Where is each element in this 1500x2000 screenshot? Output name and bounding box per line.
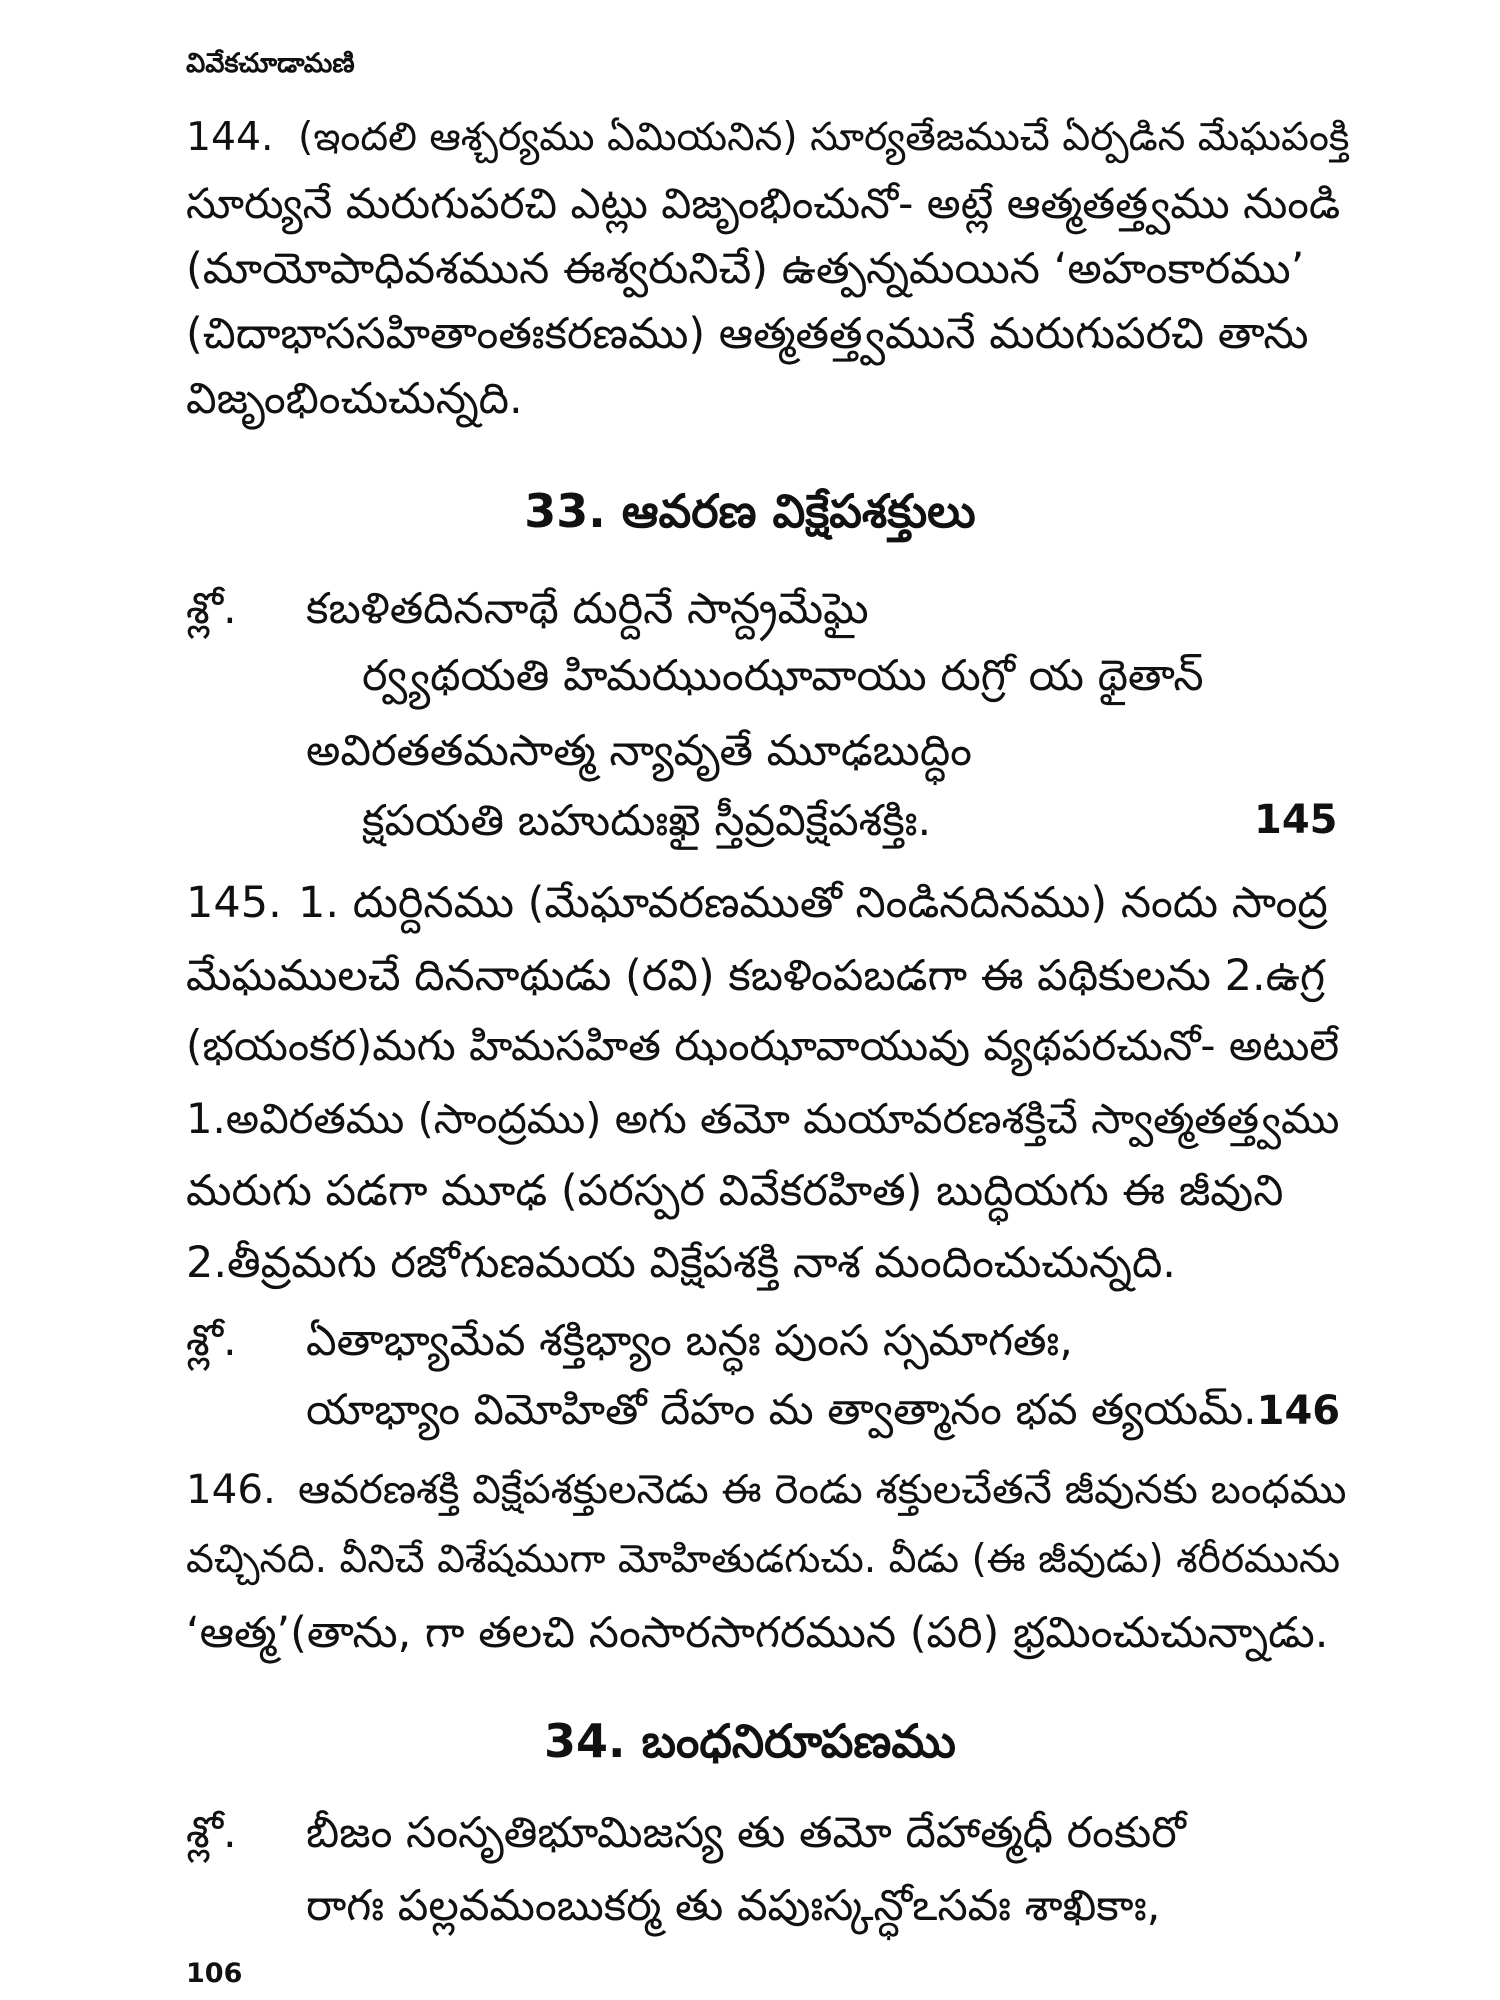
para-144-line-4: (చిదాభాససహితాంతఃకరణము) ఆత్మతత్త్వమునే మరుగుపరచి తాను <box>186 309 1309 359</box>
sloka-146-line-1: ఏతాభ్యామేవ శక్తిభ్యాం బన్ధః పుంస స్సమాగతః, <box>306 1316 1073 1366</box>
para-146-line-3: ‘ఆత్మ’(తాను, గా తలచి సంసారసాగరమున (పరి) భ్రమించుచున్నాడు. <box>186 1608 1329 1658</box>
sloka-146-number: 146 <box>1256 1388 1341 1434</box>
para-144-text-1: (ఇందలి ఆశ్చర్యము ఏమియనిన) సూర్యతేజముచే ఏర్పడిన మేఘపంక్తి <box>298 115 1350 160</box>
section-34-heading: 34. బంధనిరూపణము <box>544 1714 956 1768</box>
para-146-line-1 <box>186 1466 1347 1513</box>
para-146-line-2: వచ్చినది. వీనిచే విశేషముగా మోహితుడగుచు. వీడు (ఈ జీవుడు) శరీరమును <box>186 1537 1341 1582</box>
para-144-line-2: సూర్యునే మరుగుపరచి ఎట్లు విజృంభించునో- అట్లే ఆత్మతత్త్వము నుండి <box>186 179 1341 228</box>
sloka-147-line-1: బీజం సంసృతిభూమిజస్య తు తమో దేహాత్మధీ రంకురో <box>306 1808 1186 1858</box>
sloka-145-line-2: ర్వ్యథయతి హిమఝుంఝావాయు రుగ్రో య థైతాన్ <box>362 651 1204 701</box>
para-145-text-1: 1. దుర్దినము (మేఘావరణముతో నిండినదినము) నందు సాంద్ర <box>298 878 1328 928</box>
sloka-145-line-3: అవిరతతమసాత్మ న్యావృతే మూఢబుద్ధిం <box>306 726 972 776</box>
para-145-line-6: 2.తీవ్రమగు రజోగుణమయ విక్షేపశక్తి నాశ మందించుచున్నది. <box>186 1238 1176 1288</box>
para-144-line-1 <box>186 115 1350 160</box>
sloka-147-line-2: రాగః పల్లవమంబుకర్మ తు వపుఃస్కన్ధోఽసవః శాఖికాః, <box>306 1881 1161 1931</box>
sloka-145-line-4: క్షపయతి బహుదుఃఖై స్తీవ్రవిక్షేపశక్తిః. <box>362 796 932 846</box>
sloka-146-line-2 <box>306 1386 1341 1435</box>
para-145-line-5: మరుగు పడగా మూఢ (పరస్పర వివేకరహిత) బుద్ధియగు ఈ జీవుని <box>186 1166 1284 1216</box>
para-145-number: 145. <box>186 878 282 928</box>
para-145-line-2: మేఘములచే దిననాథుడు (రవి) కబళింపబడగా ఈ పథికులను 2.ఉగ్ర <box>186 951 1326 1001</box>
sloka-145-label: శ్లో. <box>186 584 237 634</box>
sloka-145-line-1: కబళితదిననాథే దుర్దినే సాన్ద్రమేఘై <box>306 584 869 634</box>
para-146-number: 146. <box>186 1466 276 1513</box>
sloka-145-number: 145 <box>1254 797 1338 843</box>
page-header: వివేకచూడామణి <box>186 48 355 79</box>
para-145-line-4: 1.అవిరతము (సాంద్రము) అగు తమో మయావరణశక్తిచే స్వాత్మతత్త్వము <box>186 1094 1340 1143</box>
sloka-146-label: శ్లో. <box>186 1316 237 1366</box>
sloka-147-label: శ్లో. <box>186 1808 237 1858</box>
sloka-146-text-2: యాభ్యాం విమోహితో దేహం మ త్వాత్మానం భవ త్యయమ్. <box>306 1386 1257 1435</box>
para-144-line-3: (మాయోపాధివశమున ఈశ్వరునిచే) ఉత్పన్నమయిన ‘అహంకారము’ <box>186 244 1305 294</box>
para-146-text-1: ఆవరణశక్తి విక్షేపశక్తులనెడు ఈ రెండు శక్తులచేతనే జీవునకు బంధము <box>298 1466 1347 1513</box>
para-145-line-3: (భయంకర)మగు హిమసహిత ఝంఝావాయువు వ్యథపరచునో- అటులే <box>186 1021 1340 1070</box>
para-144-number: 144. <box>186 115 274 160</box>
page-number: 106 <box>186 1958 243 1989</box>
para-144-line-5: విజృంభించుచున్నది. <box>186 374 523 424</box>
para-145-line-1 <box>186 878 1336 928</box>
section-33-heading: 33. ఆవరణ విక్షేపశక్తులు <box>524 484 976 538</box>
